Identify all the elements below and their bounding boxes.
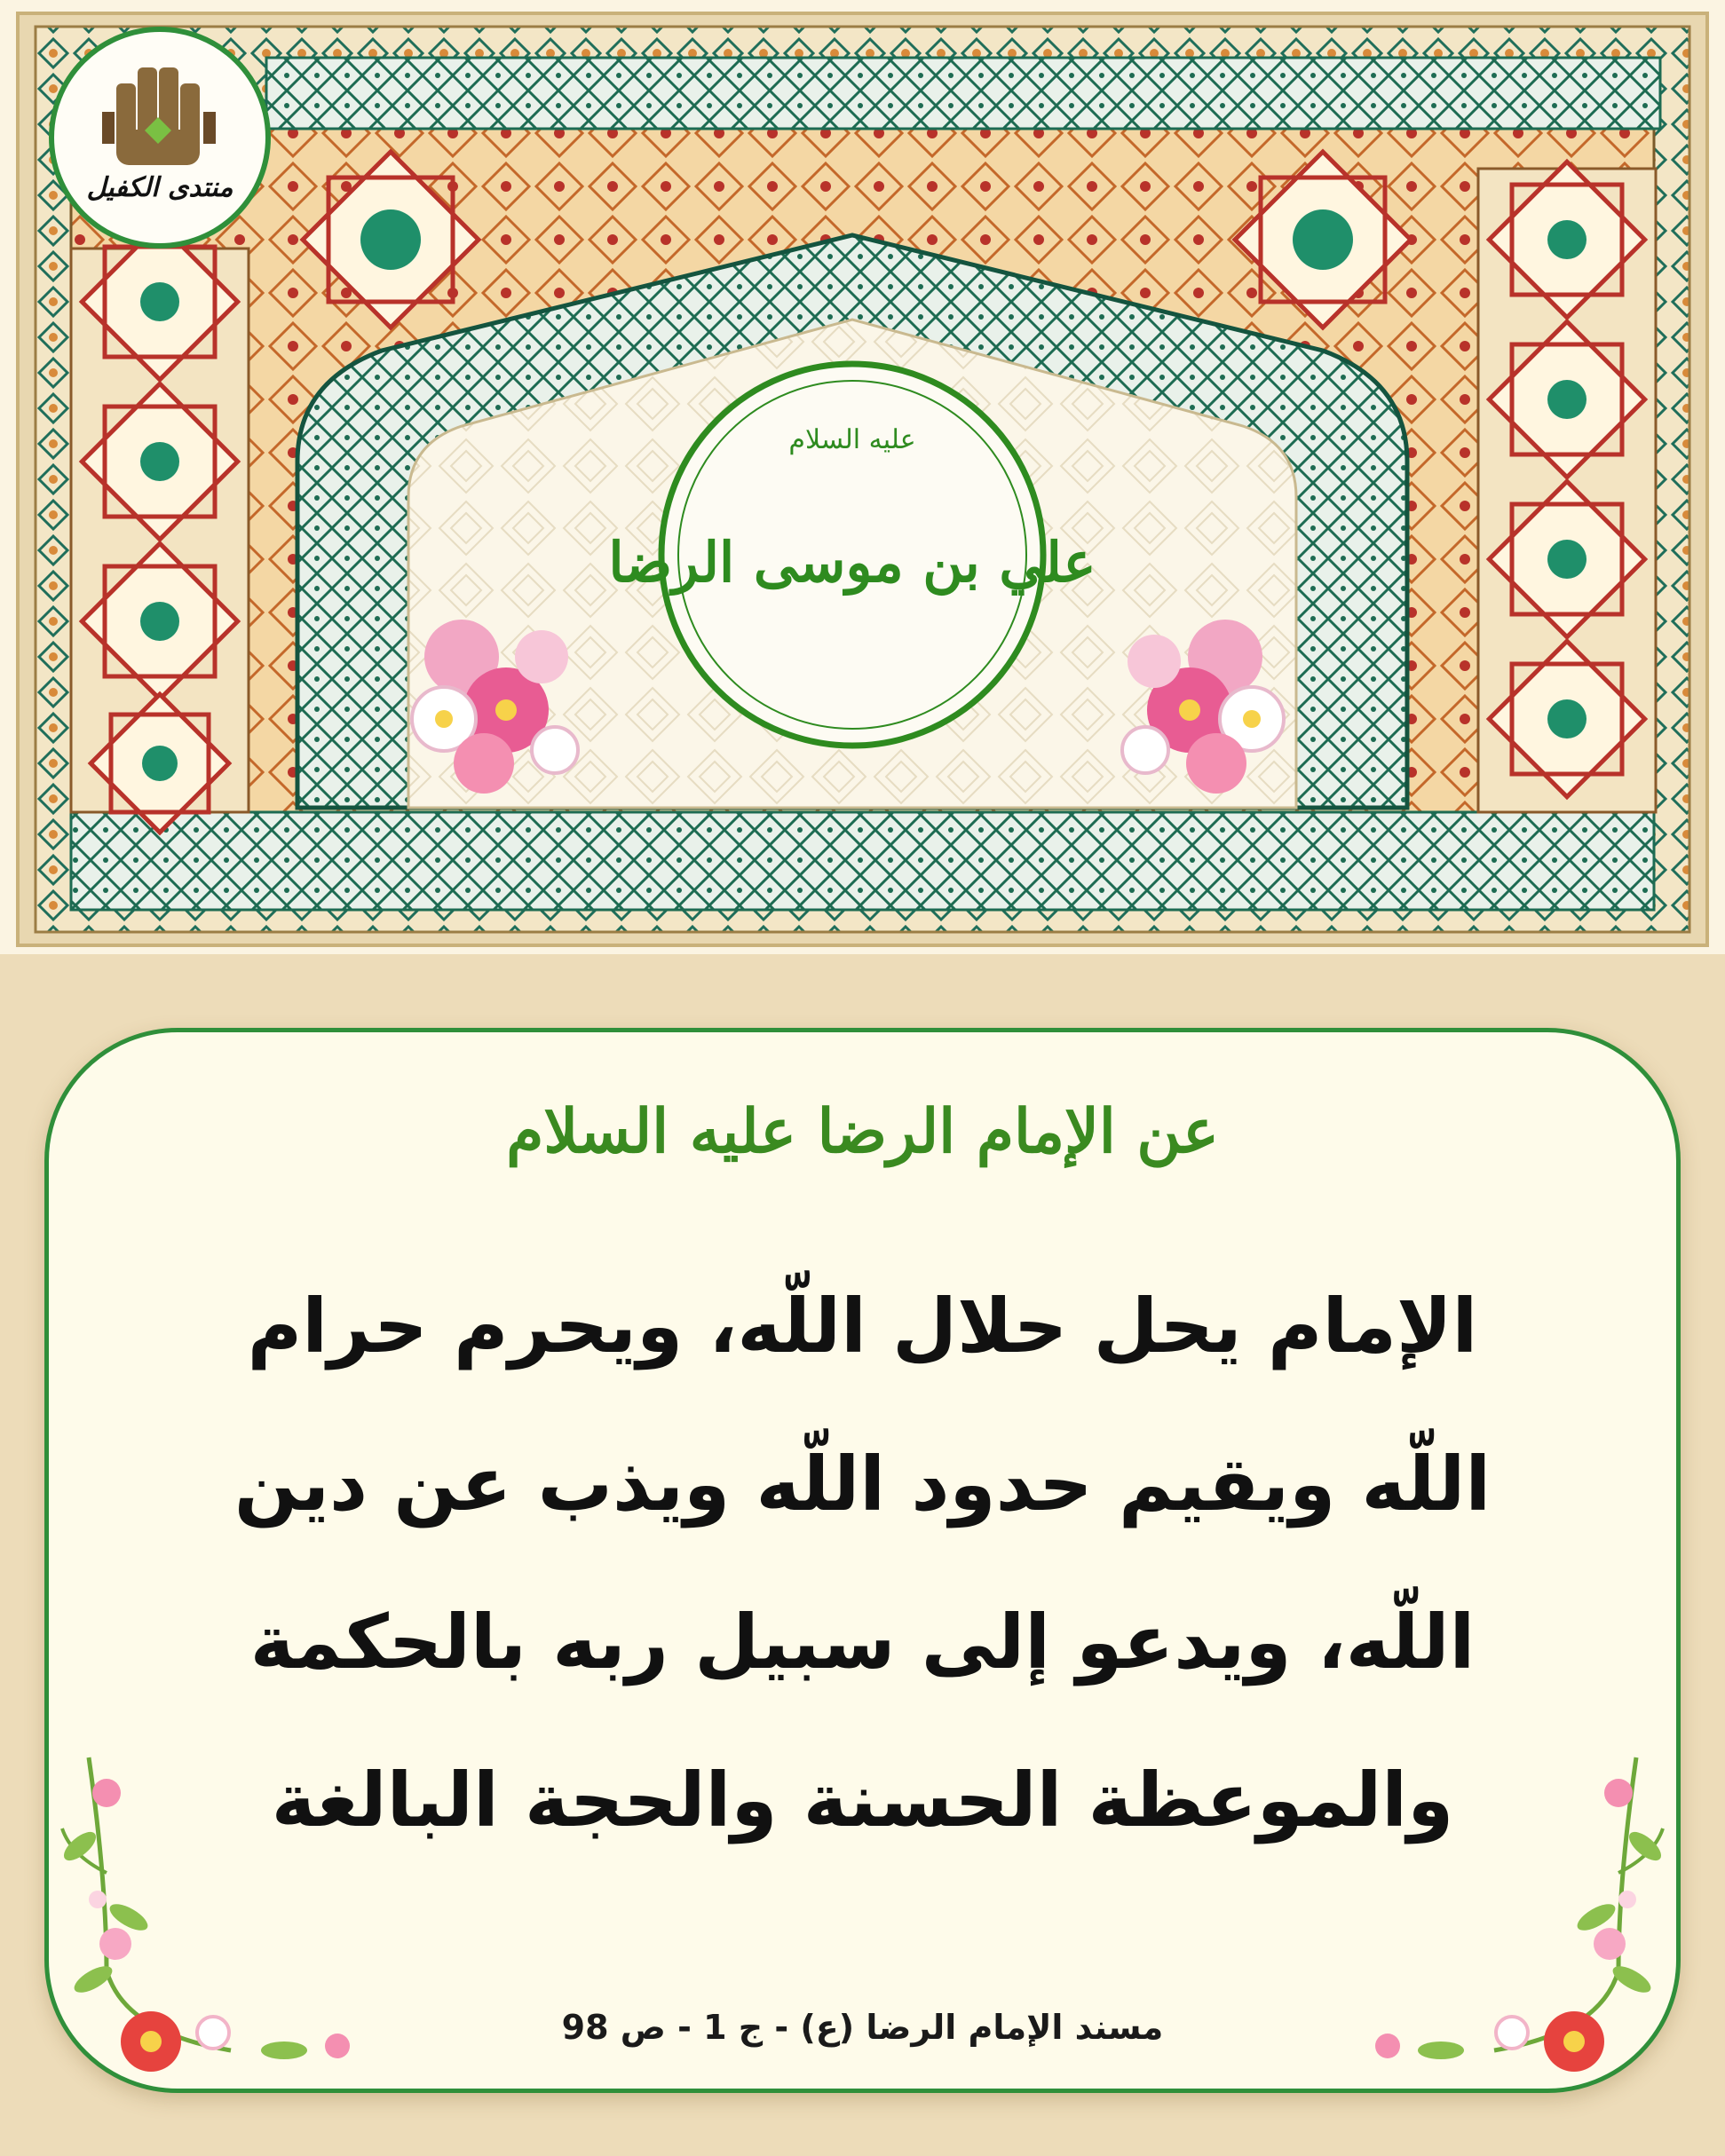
quote-line: اللّه ويقيم حدود اللّه ويذب عن دين [233, 1441, 1492, 1528]
emblem-subtext: عليه السلام [788, 424, 916, 455]
hand-emblem-icon [54, 32, 265, 243]
quote-line: الإمام يحل حلال اللّه، ويحرم حرام [247, 1283, 1478, 1370]
quote-line: اللّه، ويدعو إلى سبيل ربه بالحكمة [249, 1599, 1476, 1686]
quote-line: والموعظة الحسنة والحجة البالغة [271, 1757, 1454, 1844]
emblem-calligraphy: علي بن موسى الرضا [608, 530, 1096, 595]
logo-text: منتدى الكفيل [86, 172, 233, 203]
source-citation: مسند الإمام الرضا (ع) - ج 1 - ص 98 [561, 2008, 1164, 2047]
forum-logo [49, 27, 271, 249]
hadith-quote [178, 1247, 1547, 1879]
quote-heading: عن الإمام الرضا عليه السلام [506, 1096, 1219, 1167]
